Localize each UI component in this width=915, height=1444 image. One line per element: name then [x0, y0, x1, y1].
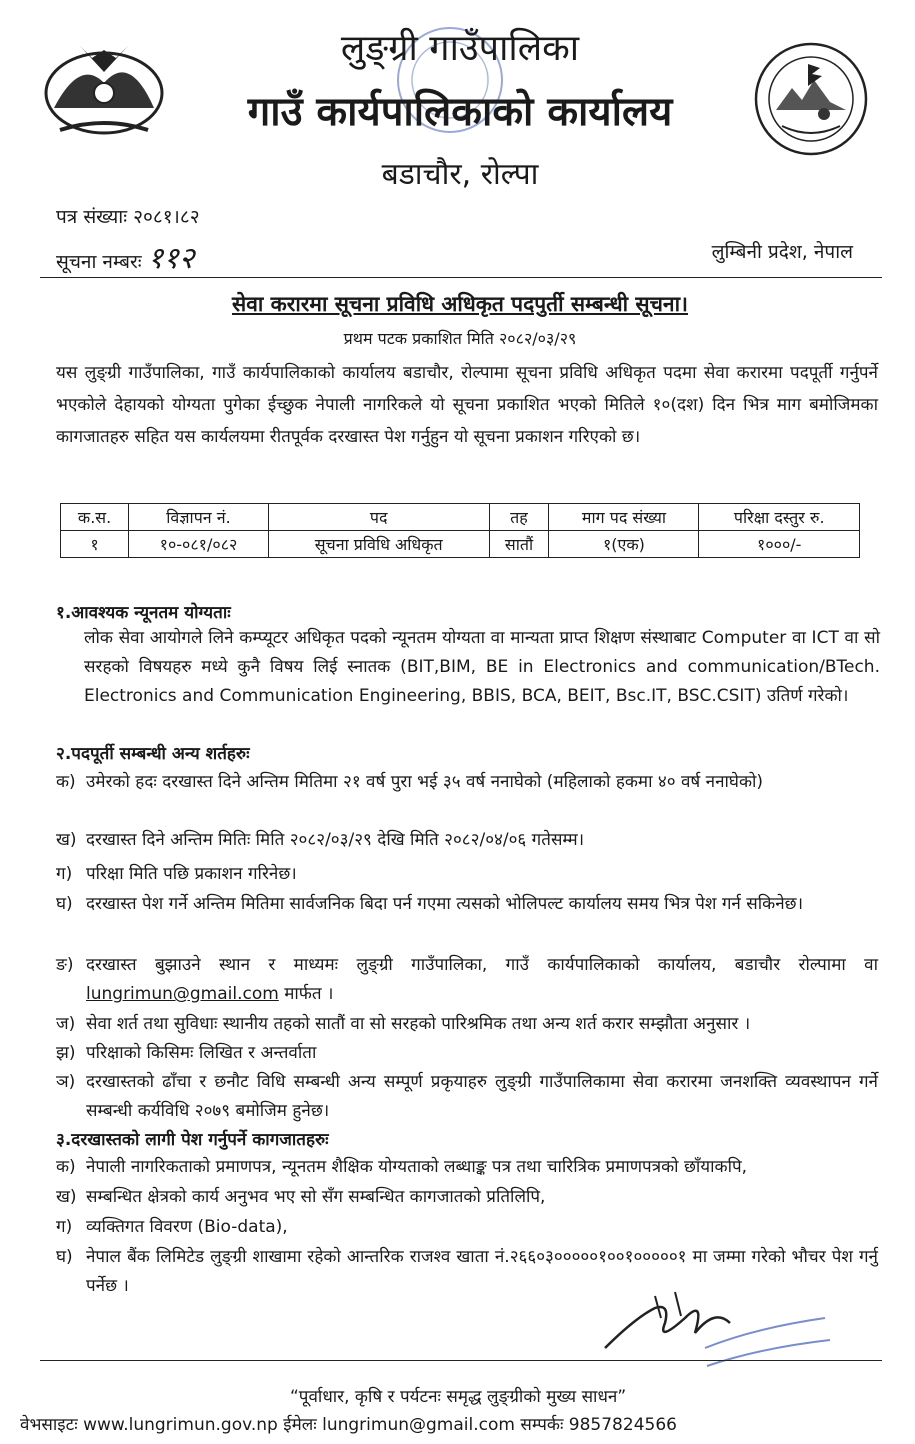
notice-subject: सेवा करारमा सूचना प्रविधि अधिकृत पदपुर्ती सम्बन्धी सूचना।: [232, 292, 688, 316]
table-cell: १०००/-: [699, 531, 860, 558]
table-header-row: [61, 504, 860, 531]
list-item: ङ) दरखास्त बुझाउने स्थान र माध्यमः लुङ्ग्री गाउँपालिका, गाउँ कार्यपालिकाको कार्यालय, बडाचौर रोल्पामा वा lungrimun@gmail.com मार्फत ।: [56, 955, 878, 1004]
list-item: ज) सेवा शर्त तथा सुविधाः स्थानीय तहको सातौं वा सो सरहको पारिश्रमिक तथा अन्य शर्त करार सम्झौता अनुसार ।: [56, 1014, 751, 1034]
header-municipality-name: लुङ्ग्री गाउँपालिका: [340, 28, 580, 69]
vacancy-table: [60, 503, 860, 558]
table-row: [61, 531, 860, 558]
email-link[interactable]: lungrimun@gmail.com: [86, 984, 279, 1004]
table-cell: १(एक): [549, 531, 699, 558]
table-cell: सूचना प्रविधि अधिकृत: [268, 531, 489, 558]
footer-divider: [40, 1360, 882, 1361]
header-divider: [40, 277, 882, 278]
website-link[interactable]: www.lungrimun.gov.np: [83, 1415, 278, 1435]
table-cell: १०-०८१/०८२: [129, 531, 269, 558]
list-item: क) नेपाली नागरिकताको प्रमाणपत्र, न्यूनतम शैक्षिक योग्यताको लब्धाङ्क पत्र तथा चारित्रिक प्रमाणपत्रको छाँयाकपि,: [56, 1157, 748, 1177]
nepal-emblem-logo: [40, 38, 168, 138]
table-header-cell: परिक्षा दस्तुर रु.: [699, 504, 860, 531]
table-header-cell: माग पद संख्या: [549, 504, 699, 531]
notice-number: सूचना नम्बरः ११२: [56, 241, 195, 276]
letter-number: पत्र संख्याः २०८१।८२: [56, 206, 200, 228]
section-qualification-title: १.आवश्यक न्यूनतम योग्यताः: [56, 603, 231, 623]
header-office-name: गाउँ कार्यपालिकाको कार्यालय: [247, 89, 673, 135]
table-header-cell: तह: [489, 504, 549, 531]
officer-signature: [595, 1278, 835, 1378]
intro-paragraph: यस लुङ्ग्री गाउँपालिका, गाउँ कार्यपालिकाको कार्यालय बडाचौर, रोल्पामा सूचना प्रविधि अधिकृत पदमा सेवा करारमा पदपूर्ती गर्नुपर्ने भएकोले देहायको योग्यता पुगेका ईच्छुक नेपाली नागरिकले यो सूचना प्रकाशित भएको मितिले १०(दश) दिन भित्र माग बमोजिमका कागजातहरु सहित यस कार्यलयमा रीतपूर्वक दरखास्त पेश गर्नुहुन यो सूचना प्रकाशन गरिएको छ।: [56, 363, 878, 447]
table-header-cell: क.स.: [61, 504, 129, 531]
province-name: लुम्बिनी प्रदेश, नेपाल: [711, 241, 853, 263]
list-item: ग) व्यक्तिगत विवरण (Bio-data),: [56, 1217, 288, 1237]
publish-date: प्रथम पटक प्रकाशित मिति २०८२/०३/२९: [343, 329, 577, 348]
table-header-cell: पद: [268, 504, 489, 531]
email-link[interactable]: lungrimun@gmail.com: [322, 1415, 515, 1435]
list-item: क) उमेरको हदः दरखास्त दिने अन्तिम मितिमा २१ वर्ष पुरा भई ३५ वर्ष ननाघेको (महिलाको हकमा ४० वर्ष ननाघेको): [56, 772, 764, 792]
table-cell: १: [61, 531, 129, 558]
list-item: झ) परिक्षाको किसिमः लिखित र अन्तर्वाता: [56, 1043, 317, 1063]
list-item: ग) परिक्षा मिति पछि प्रकाशन गरिनेछ।: [56, 864, 297, 884]
table-header-cell: विज्ञापन नं.: [129, 504, 269, 531]
list-item: ख) दरखास्त दिने अन्तिम मितिः मिति २०८२/०३/२९ देखि मिति २०८२/०४/०६ गतेसम्म।: [56, 830, 585, 850]
list-item: घ) दरखास्त पेश गर्ने अन्तिम मितिमा सार्वजनिक बिदा पर्न गएमा त्यसको भोलिपल्ट कार्यालय समय भित्र पेश गर्न सकिनेछ।: [56, 894, 804, 914]
footer-contact: वेभसाइटः www.lungrimun.gov.np ईमेलः lungrimun@gmail.com सम्पर्कः 9857824566: [20, 1415, 677, 1435]
list-item: ख) सम्बन्धित क्षेत्रको कार्य अनुभव भए सो सँग सम्बन्धित कागजातको प्रतिलिपि,: [56, 1187, 546, 1207]
section-conditions-title: २.पदपूर्ती सम्बन्धी अन्य शर्तहरुः: [56, 744, 250, 764]
table-cell: सातौं: [489, 531, 549, 558]
list-item: घ) नेपाल बैंक लिमिटेड लुङ्ग्री शाखामा रहेको आन्तरिक राजश्व खाता नं.२६६०३०००००१००१०००००१ मा जम्मा गरेको भौचर पेश गर्नु पर्नेछ ।: [56, 1247, 878, 1296]
phone-number: 9857824566: [568, 1415, 677, 1435]
section-documents-title: ३.दरखास्तको लागी पेश गर्नुपर्ने कागजातहरुः: [56, 1130, 329, 1150]
footer-slogan: “पूर्वाधार, कृषि र पर्यटनः समृद्ध लुङ्ग्रीको मुख्य साधन”: [290, 1387, 627, 1407]
list-item: ञ) दरखास्तको ढाँचा र छनौट विधि सम्बन्धी अन्य सम्पूर्ण प्रकृयाहरु लुङ्ग्री गाउँपालिकामा सेवा करारमा जनशक्ति व्यवस्थापन गर्ने सम्बन्धी कर्यविधि २०७९ बमोजिम हुनेछ।: [56, 1072, 878, 1121]
section-qualification-body: लोक सेवा आयोगले लिने कम्प्यूटर अधिकृत पदको न्यूनतम योग्यता वा मान्यता प्राप्त शिक्षण संस्थाबाट Computer वा ICT वा सो सरहको विषयहरु मध्ये कुनै विषय लिई स्नातक (BIT,BIM, BE in Electronics and communication/BTech. Electronics and Communication Engineering, BBIS, BCA, BEIT, Bsc.IT, BSC.CSIT) उतिर्ण गरेको।: [84, 628, 880, 706]
header-location: बडाचौर, रोल्पा: [381, 157, 539, 192]
